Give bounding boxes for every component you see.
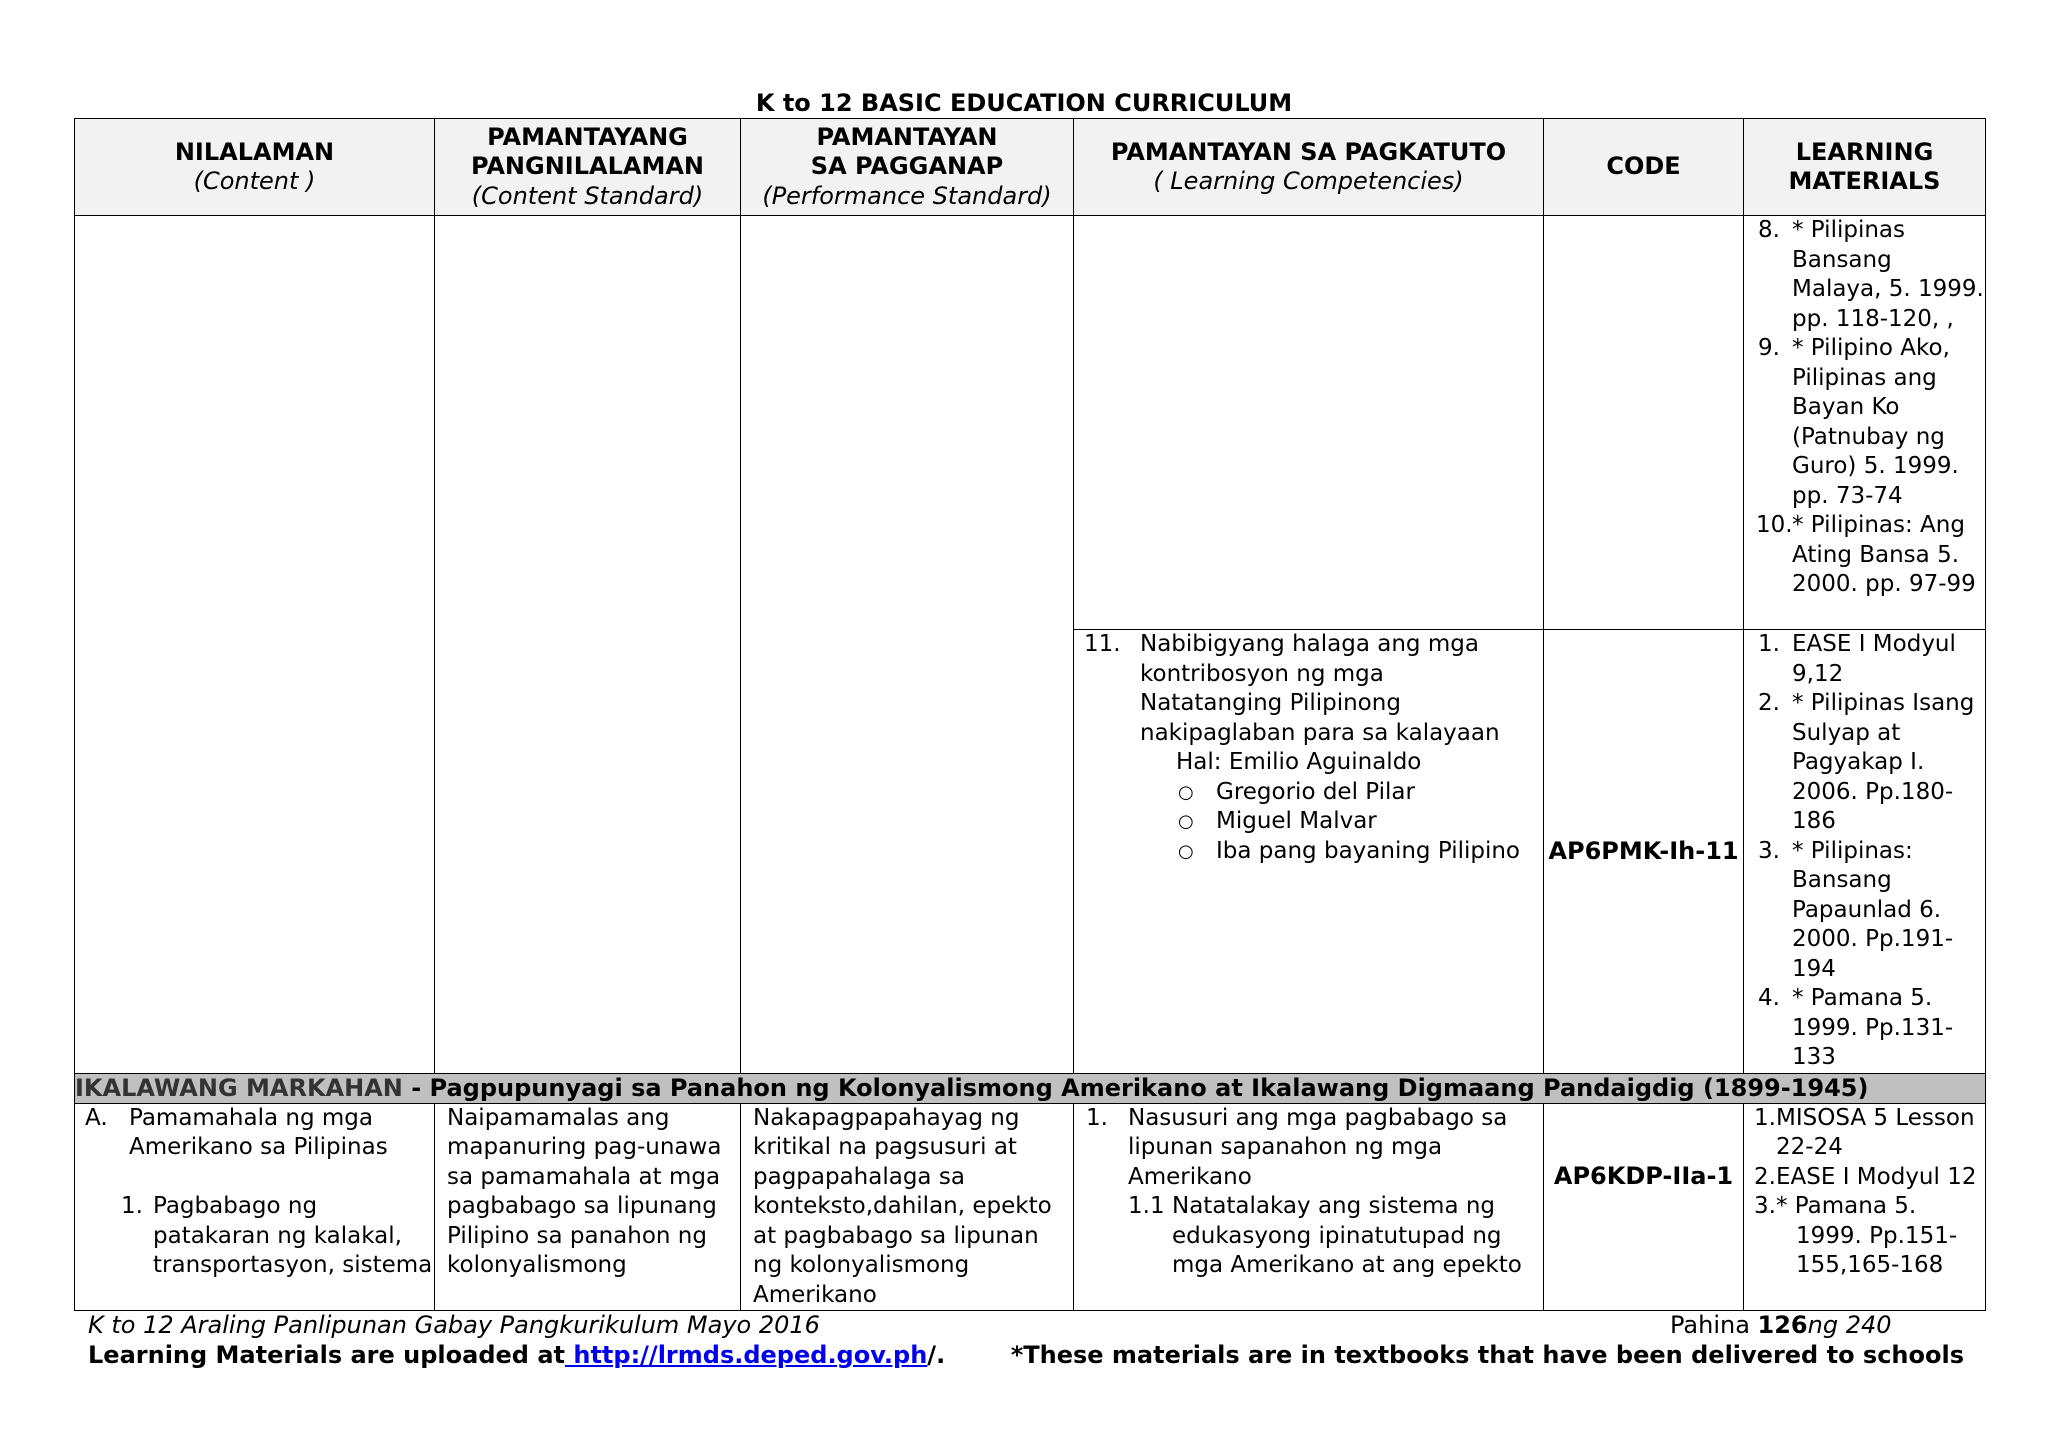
competency-cell-empty <box>1074 216 1544 630</box>
materials-note: *These materials are in textbooks that have been delivered to schools <box>1010 1341 1964 1369</box>
guide-title: K to 12 Araling Panlipunan Gabay Pangkurikulum Mayo 2016 <box>88 1311 820 1339</box>
page-total: ng 240 <box>1807 1311 1892 1339</box>
performance-standard-text: Nakapagpapahayag ng kritikal na pagsusuri at pagpapahalaga sa konteksto,dahilan, epekto at pagbabago sa lipunan ng kolonyalismong Amerikano <box>753 1104 1052 1308</box>
header-content <box>75 119 435 216</box>
footer-left <box>88 1310 945 1370</box>
header-learning-materials-main2: MATERIALS <box>1788 167 1941 195</box>
competency-item: 11. Nabibigyang halaga ang mga kontribosyon ng mga Natatanging Pilipinong nakipaglaban para sa kalayaan <box>1084 631 1500 746</box>
section-separator: - <box>402 1073 430 1102</box>
upload-line <box>88 1340 945 1370</box>
code-cell-empty <box>1544 216 1744 630</box>
content-subitem: 1. Pagbabago ng patakaran ng kalakal, transportasyon, sistema <box>121 1193 433 1278</box>
header-content-sub: (Content ) <box>193 167 316 195</box>
list-item: ○ Gregorio del Pilar <box>1178 778 1415 805</box>
section-header-row <box>75 1073 1986 1103</box>
table-row <box>75 216 1986 630</box>
header-learning-materials <box>1744 119 1986 216</box>
header-performance-standard <box>741 119 1074 216</box>
list-item: ○ Miguel Malvar <box>1178 808 1377 834</box>
section-label: IKALAWANG MARKAHAN <box>75 1073 403 1102</box>
materials-cell <box>1744 216 1986 630</box>
page-number-line <box>1670 1310 1892 1340</box>
materials-cell <box>1744 630 1986 1074</box>
header-performance-standard-main1: PAMANTAYAN <box>816 122 998 151</box>
header-learning-materials-main1: LEARNING <box>1795 137 1934 166</box>
list-item: 1. MISOSA 5 Lesson 22-24 <box>1754 1104 1975 1160</box>
list-item: 3. * Pamana 5. 1999. Pp.151-155,165-168 <box>1754 1193 1958 1278</box>
code-cell: AP6PMK-Ih-11 <box>1544 630 1744 1074</box>
header-code-main: CODE <box>1606 152 1681 181</box>
section-title: Pagpupunyagi sa Panahon ng Kolonyalismong Amerikano at Ikalawang Digmaang Pandaigdig (1899-1945) <box>429 1073 1869 1102</box>
list-item: 1. EASE I Modyul 9,12 <box>1758 631 1956 687</box>
list-item: 2. * Pilipinas Isang Sulyap at Pagyakap I. 2006. Pp.180-186 <box>1758 690 1975 834</box>
table-row <box>75 1103 1986 1311</box>
content-standard-cell-empty <box>435 216 741 1074</box>
header-performance-standard-sub: (Performance Standard) <box>762 181 1052 210</box>
code-cell: AP6KDP-IIa-1 <box>1544 1103 1744 1311</box>
list-item: 4. * Pamana 5. 1999. Pp.131-133 <box>1758 985 1954 1070</box>
list-item: 8. * Pilipinas Bansang Malaya, 5. 1999. pp. 118-120, , <box>1758 217 1984 332</box>
header-row <box>75 119 1986 216</box>
header-content-standard <box>435 119 741 216</box>
section-header <box>75 1073 1986 1103</box>
content-item: A. Pamamahala ng mga Amerikano sa Pilipinas <box>85 1104 388 1160</box>
header-learning-competencies-sub: ( Learning Competencies) <box>1153 167 1464 195</box>
competency-item: 1. Nasusuri ang mga pagbabago sa lipunan sapanahon ng mga Amerikano <box>1086 1104 1508 1190</box>
competency-cell <box>1074 1103 1544 1311</box>
page-label: Pahina <box>1670 1311 1758 1339</box>
example-label: Hal: Emilio Aguinaldo <box>1176 749 1422 775</box>
content-standard-text: Naipamamalas ang mapanuring pag-unawa sa pamamahala at mga pagbabago sa lipunang Pilipino sa panahon ng kolonyalismong <box>447 1104 722 1278</box>
content-standard-cell <box>435 1103 741 1311</box>
header-content-standard-sub: (Content Standard) <box>471 181 704 210</box>
curriculum-table <box>74 118 1986 1311</box>
list-item: ○ Iba pang bayaning Pilipino <box>1178 837 1520 864</box>
page-number: 126 <box>1757 1311 1808 1339</box>
materials-cell <box>1744 1103 1986 1311</box>
content-cell-empty <box>75 216 435 1074</box>
lrmds-link[interactable]: http://lrmds.deped.gov.ph <box>565 1341 928 1369</box>
competency-subitem: 1.1 Natatalakay ang sistema ng edukasyong ipinatutupad ng mga Amerikano at ang epekto <box>1128 1193 1522 1278</box>
header-content-main: NILALAMAN <box>174 137 335 166</box>
header-content-standard-main1: PAMANTAYANG <box>487 122 688 151</box>
header-learning-competencies-main: PAMANTAYAN SA PAGKATUTO <box>1110 137 1507 166</box>
performance-standard-cell <box>741 1103 1074 1311</box>
document-title: K to 12 BASIC EDUCATION CURRICULUM <box>755 89 1293 117</box>
performance-standard-cell-empty <box>741 216 1074 1074</box>
list-item: 3. * Pilipinas: Bansang Papaunlad 6. 2000. Pp.191-194 <box>1758 837 1954 982</box>
list-item: 9. * Pilipino Ako, Pilipinas ang Bayan Ko (Patnubay ng Guro) 5. 1999. pp. 73-74 <box>1758 335 1959 509</box>
upload-text: Learning Materials are uploaded at <box>88 1341 565 1369</box>
list-item: 10. * Pilipinas: Ang Ating Bansa 5. 2000. pp. 97-99 <box>1756 512 1976 597</box>
header-content-standard-main2: PANGNILALAMAN <box>470 152 705 181</box>
content-cell <box>75 1103 435 1311</box>
header-learning-competencies <box>1074 119 1544 216</box>
competency-cell <box>1074 630 1544 1074</box>
upload-end: /. <box>927 1341 946 1369</box>
header-performance-standard-main2: SA PAGGANAP <box>810 152 1004 181</box>
list-item: 2. EASE I Modyul 12 <box>1754 1163 1977 1190</box>
header-code <box>1544 119 1744 216</box>
